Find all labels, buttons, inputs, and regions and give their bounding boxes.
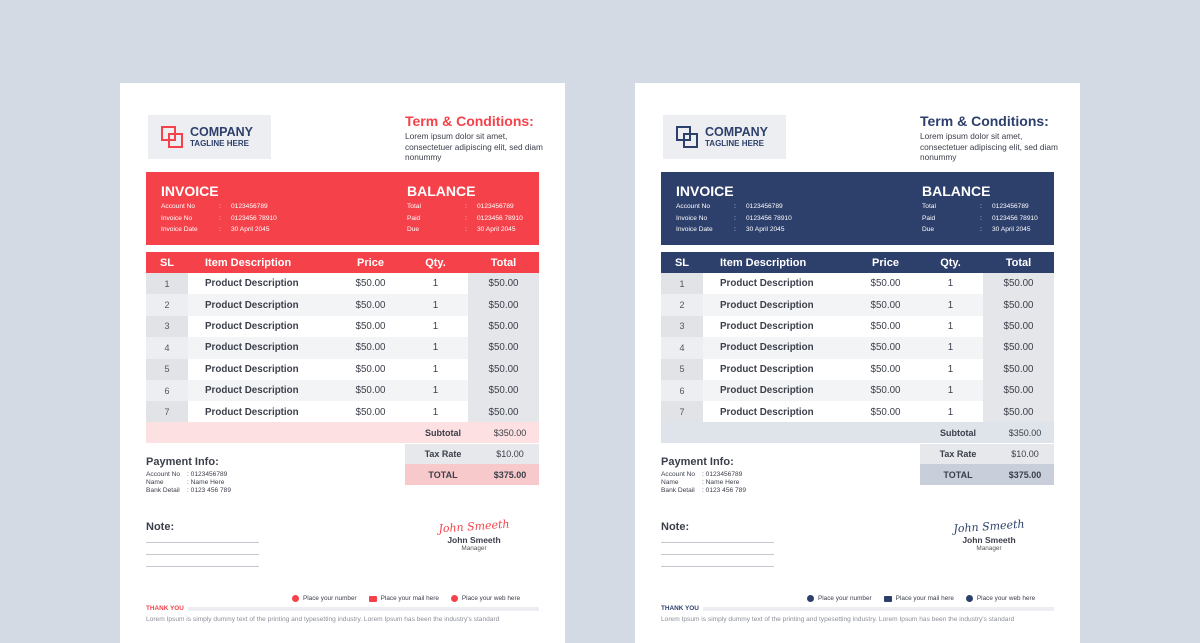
row-total: $50.00 xyxy=(983,337,1054,358)
balance-info xyxy=(922,183,1038,238)
table-header xyxy=(661,252,1054,273)
row-qty: 1 xyxy=(432,278,439,290)
table-body xyxy=(661,273,1054,423)
invoice-row-sep: : xyxy=(734,214,736,222)
thank-you-text: THANK YOU xyxy=(661,605,699,612)
balance-row-key: Due xyxy=(922,226,935,234)
invoice-row-key: Account No xyxy=(676,203,711,210)
row-qty: 1 xyxy=(403,294,468,315)
balance-row-value: 0123456 78910 xyxy=(992,214,1038,222)
company-logo xyxy=(663,115,786,159)
table-row xyxy=(146,294,539,315)
payment-row-value: : 0123 456 789 xyxy=(187,487,231,495)
payment-row-key: Name xyxy=(661,479,679,487)
table-row xyxy=(146,316,539,337)
invoice-header-band xyxy=(661,172,1054,245)
header-price: Price xyxy=(357,256,384,269)
header-description: Item Description xyxy=(205,256,292,269)
row-price: $50.00 xyxy=(338,294,403,315)
payment-row-key: Account No xyxy=(661,471,696,478)
table-row xyxy=(661,316,1054,337)
table-row xyxy=(661,359,1054,380)
invoice-row-value: 0123456789 xyxy=(746,203,783,210)
payment-row xyxy=(661,479,746,487)
tax-row xyxy=(405,444,539,464)
row-description: Product Description xyxy=(703,316,853,337)
invoice-row-key: Invoice Date xyxy=(161,226,198,234)
balance-title: BALANCE xyxy=(407,183,476,199)
items-table xyxy=(146,252,539,423)
balance-row-key: Paid xyxy=(407,214,421,222)
contact-mail xyxy=(369,595,439,602)
row-qty: 1 xyxy=(918,294,983,315)
invoice-title: INVOICE xyxy=(676,183,734,199)
contact-web xyxy=(966,595,1035,602)
row-description: Product Description xyxy=(188,380,338,401)
payment-row-key: Bank Detail xyxy=(661,487,695,495)
signature-role: Manager xyxy=(976,545,1002,552)
tax-label: Tax Rate xyxy=(424,449,462,459)
contact-phone-text: Place your number xyxy=(303,595,357,602)
invoice-row-sep: : xyxy=(219,214,221,222)
contact-mail-text: Place your mail here xyxy=(895,595,954,602)
note-line xyxy=(146,566,259,567)
thank-you-divider xyxy=(703,607,1054,611)
balance-row xyxy=(407,215,523,227)
balance-row xyxy=(407,203,523,215)
row-total: $50.00 xyxy=(983,316,1054,337)
tax-label: Tax Rate xyxy=(939,449,977,459)
header-qty: Qty. xyxy=(425,256,446,269)
terms-title: Term & Conditions: xyxy=(920,113,1049,129)
payment-info xyxy=(661,456,746,496)
header-price: Price xyxy=(872,256,899,269)
note-line xyxy=(146,542,259,543)
row-price: $50.00 xyxy=(355,406,386,418)
invoice-title: INVOICE xyxy=(161,183,219,199)
tax-value: $10.00 xyxy=(496,449,524,459)
row-price: $50.00 xyxy=(355,363,386,375)
row-total: $50.00 xyxy=(468,359,539,380)
payment-row-value: : 0123456789 xyxy=(187,471,228,478)
invoice-header-band xyxy=(146,172,539,245)
company-tagline: TAGLINE HERE xyxy=(705,138,764,148)
row-price: $50.00 xyxy=(338,380,403,401)
total-row xyxy=(405,464,539,485)
table-row xyxy=(146,359,539,380)
balance-info xyxy=(407,183,523,238)
invoice-info xyxy=(161,183,277,238)
note-line xyxy=(661,554,774,555)
contact-web xyxy=(451,595,520,602)
signature-block xyxy=(951,517,1027,552)
balance-row-sep: : xyxy=(980,203,982,210)
row-qty: 1 xyxy=(403,380,468,401)
balance-row-sep: : xyxy=(980,226,982,234)
table-row xyxy=(146,273,539,294)
invoice-row-key: Invoice Date xyxy=(676,226,713,234)
row-price: $50.00 xyxy=(355,278,386,290)
invoice-row-value: 0123456 78910 xyxy=(746,214,792,222)
items-table xyxy=(661,252,1054,423)
terms-text: Lorem ipsum dolor sit amet, consectetuer adipiscing elit, sed diam nonummy xyxy=(920,131,1058,162)
invoice-row-sep: : xyxy=(219,203,221,210)
signature-script: John Smeeth xyxy=(438,517,510,536)
row-qty: 1 xyxy=(947,363,954,375)
payment-row xyxy=(146,487,231,495)
row-price: $50.00 xyxy=(338,337,403,358)
payment-row-key: Account No xyxy=(146,471,181,478)
table-row xyxy=(661,380,1054,401)
invoice-row xyxy=(161,203,277,215)
invoice-row xyxy=(676,226,792,238)
company-logo-icon xyxy=(676,126,700,148)
row-description: Product Description xyxy=(703,294,853,315)
terms-text: Lorem ipsum dolor sit amet, consectetuer adipiscing elit, sed diam nonummy xyxy=(405,131,543,162)
row-total: $50.00 xyxy=(468,380,539,401)
row-sl: 7 xyxy=(661,401,703,422)
signature-script: John Smeeth xyxy=(953,517,1025,536)
row-qty: 1 xyxy=(947,278,954,290)
row-sl: 2 xyxy=(661,294,703,315)
invoice-row-sep: : xyxy=(219,226,221,234)
header-sl: SL xyxy=(674,256,690,269)
payment-row-value: : Name Here xyxy=(702,479,740,487)
invoice-row xyxy=(676,215,792,227)
balance-row-key: Paid xyxy=(922,214,936,222)
row-price: $50.00 xyxy=(870,320,901,332)
row-sl: 7 xyxy=(146,401,188,422)
row-sl: 4 xyxy=(146,337,188,358)
balance-row-key: Due xyxy=(407,226,420,234)
payment-row-value: : Name Here xyxy=(187,479,225,487)
mail-icon xyxy=(884,596,892,602)
row-price: $50.00 xyxy=(853,380,918,401)
row-description: Product Description xyxy=(188,337,338,358)
balance-row xyxy=(922,226,1038,238)
row-description: Product Description xyxy=(703,401,853,422)
globe-icon xyxy=(966,595,973,602)
company-logo-icon xyxy=(161,126,185,148)
invoice-row-value: 0123456 78910 xyxy=(231,214,277,222)
header-sl: SL xyxy=(159,256,175,269)
note-line xyxy=(146,554,259,555)
tax-row xyxy=(920,444,1054,464)
row-total: $50.00 xyxy=(468,294,539,315)
header-description: Item Description xyxy=(720,256,807,269)
row-description: Product Description xyxy=(703,380,853,401)
tax-value: $10.00 xyxy=(1011,449,1039,459)
note-section xyxy=(661,521,774,567)
footer-text: Lorem Ipsum is simply dummy text of the printing and typesetting industry. Lorem Ipsum has been the industry's standard xyxy=(661,616,1015,623)
balance-row-key: Total xyxy=(407,203,421,210)
payment-row xyxy=(661,487,746,495)
balance-row-value: 0123456789 xyxy=(477,203,514,210)
header-total: Total xyxy=(1005,256,1032,269)
subtotal-row xyxy=(661,422,1054,443)
header-qty: Qty. xyxy=(940,256,961,269)
invoice-row-key: Invoice No xyxy=(161,214,193,222)
thank-you-text: THANK YOU xyxy=(146,605,184,612)
subtotal-row xyxy=(146,422,539,443)
company-tagline: TAGLINE HERE xyxy=(190,138,249,148)
payment-row xyxy=(146,479,231,487)
balance-title: BALANCE xyxy=(922,183,991,199)
row-qty: 1 xyxy=(918,337,983,358)
balance-row-sep: : xyxy=(465,214,467,222)
total-value: $375.00 xyxy=(1008,469,1042,480)
contact-web-text: Place your web here xyxy=(976,595,1036,602)
invoice-row-sep: : xyxy=(734,203,736,210)
row-description: Product Description xyxy=(188,294,338,315)
contact-mail-text: Place your mail here xyxy=(380,595,439,602)
row-sl: 1 xyxy=(661,273,703,294)
row-sl: 4 xyxy=(661,337,703,358)
payment-row-key: Name xyxy=(146,479,164,487)
invoice-row-value: 0123456789 xyxy=(231,203,268,210)
invoice-row-value: 30 April 2045 xyxy=(231,226,270,234)
company-logo xyxy=(148,115,271,159)
table-row xyxy=(146,380,539,401)
balance-row-value: 0123456789 xyxy=(992,203,1029,210)
note-title: Note: xyxy=(146,521,175,533)
total-label: TOTAL xyxy=(943,469,973,480)
table-row xyxy=(661,294,1054,315)
total-value: $375.00 xyxy=(493,469,527,480)
row-total: $50.00 xyxy=(468,273,539,294)
subtotal-value: $350.00 xyxy=(1008,427,1042,438)
note-line xyxy=(661,542,774,543)
row-total: $50.00 xyxy=(468,337,539,358)
row-sl: 2 xyxy=(146,294,188,315)
phone-icon xyxy=(292,595,299,602)
note-title: Note: xyxy=(661,521,690,533)
subtotal-label: Subtotal xyxy=(940,427,976,438)
row-sl: 5 xyxy=(661,359,703,380)
row-total: $50.00 xyxy=(983,359,1054,380)
row-total: $50.00 xyxy=(468,401,539,422)
subtotal-value: $350.00 xyxy=(493,427,527,438)
invoice-sheet-red xyxy=(120,83,565,643)
total-row xyxy=(920,464,1054,485)
balance-row xyxy=(922,203,1038,215)
row-qty: 1 xyxy=(432,363,439,375)
invoice-sheet-blue xyxy=(635,83,1080,643)
invoice-row-key: Invoice No xyxy=(676,214,708,222)
invoice-info xyxy=(676,183,792,238)
invoice-row-key: Account No xyxy=(161,203,196,210)
thank-you-bar xyxy=(661,605,1054,612)
payment-row-key: Bank Detail xyxy=(146,487,180,495)
balance-row-key: Total xyxy=(922,203,936,210)
row-description: Product Description xyxy=(188,401,338,422)
table-row xyxy=(661,273,1054,294)
payment-info xyxy=(146,456,231,496)
payment-row-value: : 0123 456 789 xyxy=(702,487,746,495)
footer-text: Lorem Ipsum is simply dummy text of the printing and typesetting industry. Lorem Ipsum has been the industry's standard xyxy=(146,616,500,623)
signature-name: John Smeeth xyxy=(447,535,501,545)
row-total: $50.00 xyxy=(983,401,1054,422)
row-qty: 1 xyxy=(432,406,439,418)
note-section xyxy=(146,521,259,567)
payment-title: Payment Info: xyxy=(146,456,219,468)
terms-title: Term & Conditions: xyxy=(405,113,534,129)
terms-block xyxy=(920,113,1070,163)
row-price: $50.00 xyxy=(870,406,901,418)
row-description: Product Description xyxy=(703,273,853,294)
row-qty: 1 xyxy=(432,320,439,332)
row-price: $50.00 xyxy=(355,320,386,332)
row-total: $50.00 xyxy=(983,273,1054,294)
invoice-row xyxy=(161,226,277,238)
globe-icon xyxy=(451,595,458,602)
thank-you-bar xyxy=(146,605,539,612)
contact-web-text: Place your web here xyxy=(461,595,521,602)
row-total: $50.00 xyxy=(983,294,1054,315)
row-sl: 6 xyxy=(661,380,703,401)
contact-mail xyxy=(884,595,954,602)
invoice-row-value: 30 April 2045 xyxy=(746,226,785,234)
contact-phone xyxy=(292,595,357,602)
row-sl: 6 xyxy=(146,380,188,401)
invoice-row-sep: : xyxy=(734,226,736,234)
company-name: COMPANY xyxy=(705,125,768,140)
row-description: Product Description xyxy=(188,273,338,294)
row-sl: 3 xyxy=(146,316,188,337)
contact-phone-text: Place your number xyxy=(818,595,872,602)
payment-row xyxy=(661,471,746,479)
row-price: $50.00 xyxy=(870,278,901,290)
row-price: $50.00 xyxy=(853,294,918,315)
signature-name: John Smeeth xyxy=(962,535,1016,545)
balance-row xyxy=(922,215,1038,227)
total-label: TOTAL xyxy=(428,469,458,480)
payment-row-value: : 0123456789 xyxy=(702,471,743,478)
payment-row xyxy=(146,471,231,479)
invoice-row xyxy=(161,215,277,227)
balance-row xyxy=(407,226,523,238)
payment-title: Payment Info: xyxy=(661,456,734,468)
balance-row-sep: : xyxy=(465,226,467,234)
table-row xyxy=(661,401,1054,422)
row-description: Product Description xyxy=(188,316,338,337)
row-qty: 1 xyxy=(947,406,954,418)
phone-icon xyxy=(807,595,814,602)
row-qty: 1 xyxy=(403,337,468,358)
balance-row-value: 0123456 78910 xyxy=(477,214,523,222)
row-total: $50.00 xyxy=(983,380,1054,401)
balance-row-sep: : xyxy=(465,203,467,210)
company-name: COMPANY xyxy=(190,125,253,140)
subtotal-label: Subtotal xyxy=(425,427,461,438)
table-header xyxy=(146,252,539,273)
signature-block xyxy=(436,517,512,552)
contact-bar xyxy=(292,595,520,602)
balance-row-value: 30 April 2045 xyxy=(992,226,1031,234)
contact-bar xyxy=(807,595,1035,602)
row-qty: 1 xyxy=(947,320,954,332)
row-total: $50.00 xyxy=(468,316,539,337)
note-line xyxy=(661,566,774,567)
row-sl: 3 xyxy=(661,316,703,337)
table-body xyxy=(146,273,539,423)
table-row xyxy=(661,337,1054,358)
row-sl: 1 xyxy=(146,273,188,294)
row-price: $50.00 xyxy=(853,337,918,358)
contact-phone xyxy=(807,595,872,602)
terms-block xyxy=(405,113,555,163)
row-qty: 1 xyxy=(918,380,983,401)
row-sl: 5 xyxy=(146,359,188,380)
row-description: Product Description xyxy=(703,337,853,358)
table-row xyxy=(146,401,539,422)
balance-row-sep: : xyxy=(980,214,982,222)
signature-role: Manager xyxy=(461,545,487,552)
invoice-row xyxy=(676,203,792,215)
table-row xyxy=(146,337,539,358)
header-total: Total xyxy=(490,256,517,269)
balance-row-value: 30 April 2045 xyxy=(477,226,516,234)
row-price: $50.00 xyxy=(870,363,901,375)
row-description: Product Description xyxy=(188,359,338,380)
mail-icon xyxy=(369,596,377,602)
thank-you-divider xyxy=(188,607,539,611)
row-description: Product Description xyxy=(703,359,853,380)
